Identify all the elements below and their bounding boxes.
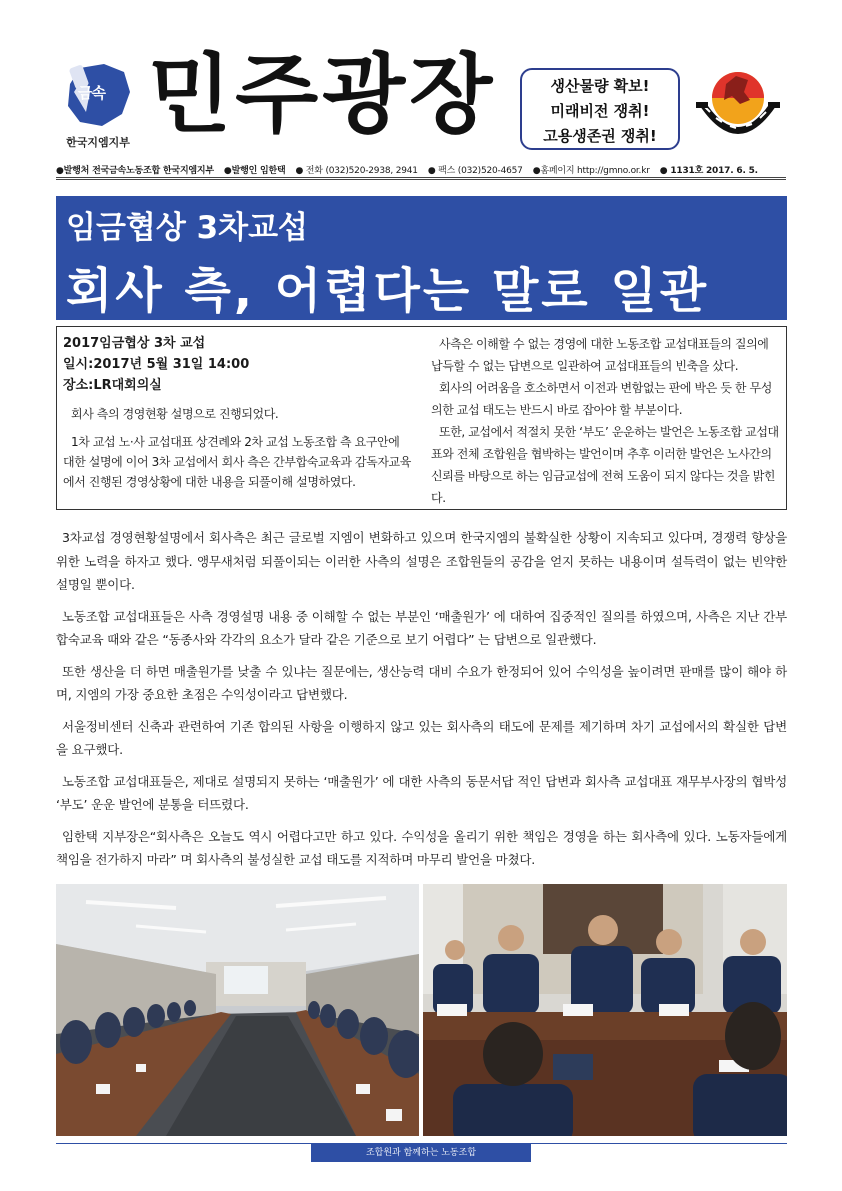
body-paragraph: 3차교섭 경영현황설명에서 회사측은 최근 글로벌 지엠이 변화하고 있으며 한국지엠의 불확실한 상황이 지속되고 있다며, 경쟁력 향상을 위한 노력을 하자고 했다. 앵무새처럼 되풀이되는 이러한 사측의 설명은 조합원들의 공감을 얻지 못하는 내용이며 설득력이 없는 빈약한 설명일 뿐이다. [56, 530, 787, 592]
union-name: 한국지엠지부 [66, 136, 130, 149]
publisher-info: ●발행처 전국금속노동조합 한국지엠지부 [56, 166, 214, 176]
slogan-line: 고용생존권 쟁취! [543, 127, 657, 145]
body-paragraph: 노동조합 교섭대표들은, 제대로 설명되지 못하는 ‘매출원가’ 에 대한 사측의 동문서답 적인 답변과 회사측 교섭대표 재무부사장의 협박성 ‘부도’ 운운 발언에 분통을 터뜨렸다. [56, 773, 787, 812]
footer-banner: 조합원과 함께하는 노동조합 [311, 1144, 531, 1162]
headline-title: 회사 측, 어렵다는 말로 일관 [66, 263, 710, 319]
body-paragraph: 노동조합 교섭대표들은 사측 경영설명 내용 중 이해할 수 없는 부분인 ‘매출원가’ 에 대하여 집중적인 질의를 하였으며, 사측은 지난 간부합숙교육 때와 같은 “동종사와 각각의 요소가 달라 같은 기준으로 보기 어렵다” 는 답변으로 일관했다. [56, 608, 787, 647]
meeting-date: 일시:2017년 5월 31일 14:00 [63, 357, 250, 372]
newsletter-title: 민주광장 [148, 45, 497, 145]
sunrise-gear-logo-icon [696, 66, 780, 148]
summary-paragraph: 회사 측의 경영현황 설명으로 진행되었다. [71, 407, 279, 421]
summary-paragraph: 회사의 어려움을 호소하면서 이전과 변함없는 판에 박은 듯 한 무성의한 교섭 태도는 반드시 바로 잡아야 할 부분이다. [431, 381, 772, 417]
body-paragraph: 임한택 지부장은“회사측은 오늘도 역시 어렵다고만 하고 있다. 수익성을 올리기 위한 책임은 경영을 하는 회사측에 있다. 노동자들에게 책임을 전가하지 마라” 며 회사측의 불성실한 교섭 태도를 지적하며 마무리 발언을 마쳤다. [56, 828, 787, 867]
summary-paragraph: 1차 교섭 노·사 교섭대표 상견례와 2차 교섭 노동조합 측 요구안에 대한 설명에 이어 3차 교섭에서 회사 측은 간부합숙교육과 감독자교육에서 진행된 경영상황에 대한 내용을 되풀이해 설명하였다. [63, 435, 411, 489]
issuer-info: ●발행인 임한택 [223, 166, 286, 176]
slogan-box [520, 68, 680, 150]
meeting-title: 2017임금협상 3차 교섭 [63, 336, 206, 351]
headline-subtitle: 임금협상 3차교섭 [66, 210, 308, 246]
slogan-line: 생산물량 확보! [550, 77, 650, 95]
summary-left-column [63, 333, 413, 492]
summary-paragraph: 또한, 교섭에서 적절치 못한 ‘부도’ 운운하는 발언은 노동조합 교섭대표와 전체 조합원을 협박하는 발언이며 추후 이러한 발언은 노사간의 신뢰를 바탕으로 하는 임금교섭에 전혀 도움이 되지 않다는 것을 밝힌다. [431, 425, 779, 505]
slogan-line: 미래비전 쟁취! [550, 102, 650, 120]
fax-info: ● 팩스 (032)520-4657 [427, 166, 523, 176]
summary-box [56, 326, 787, 510]
headline-banner [56, 196, 787, 320]
meeting-place: 장소:LR대회의실 [63, 378, 162, 393]
negotiation-table-photo [423, 884, 787, 1136]
article-body [56, 526, 787, 911]
publication-info-bar [56, 162, 786, 180]
emblem-label: 금속 [78, 84, 105, 102]
body-paragraph: 또한 생산을 더 하면 매출원가를 낮출 수 있냐는 질문에는, 생산능력 대비 수요가 한정되어 있어 수익성을 높이려면 판매를 많이 해야 하며, 지엠의 가장 중요한 초점은 수익성이라고 답변했다. [56, 663, 787, 702]
union-logo [56, 62, 140, 152]
summary-paragraph: 사측은 이해할 수 없는 경영에 대한 노동조합 교섭대표들의 질의에 납득할 수 없는 답변으로 일관하여 교섭대표들의 빈축을 샀다. [431, 337, 769, 373]
phone-info: ● 전화 (032)520-2938, 2941 [295, 166, 418, 176]
issue-info: ● 1131호 2017. 6. 5. [659, 166, 758, 176]
meeting-room-photo [56, 884, 419, 1136]
summary-right-column [431, 333, 783, 509]
homepage-info: ●홈페이지 http://gmno.or.kr [532, 166, 650, 176]
body-paragraph: 서울정비센터 신축과 관련하여 기존 합의된 사항을 이행하지 않고 있는 회사측의 태도에 문제를 제기하며 차기 교섭에서의 확실한 답변을 요구했다. [56, 718, 787, 757]
